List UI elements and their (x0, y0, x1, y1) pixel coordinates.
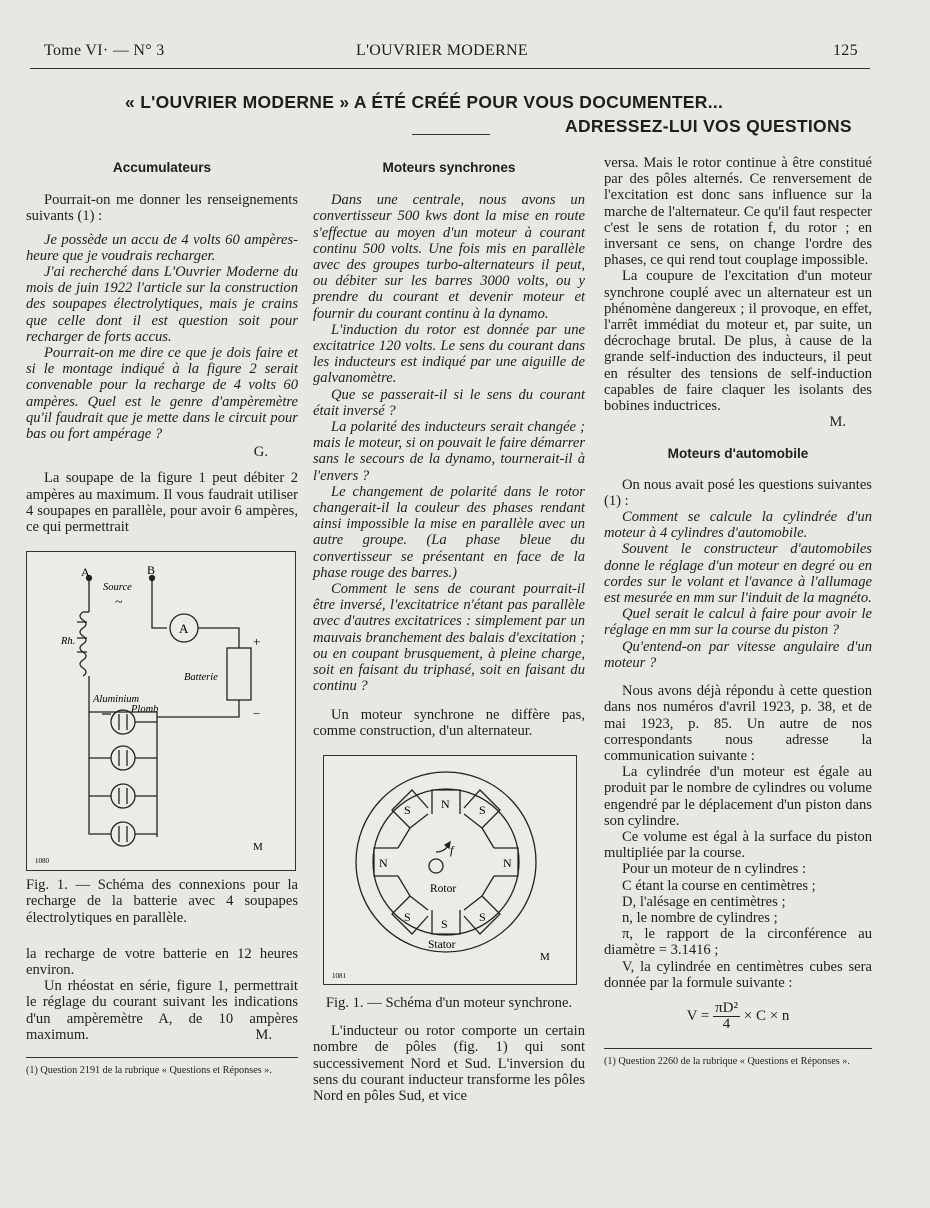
banner-rule (412, 134, 490, 135)
question-paragraph: Comment le sens de courant pourrait-il être inversé, l'excitatrice n'étant pas parallèle avec d'autres excitatrices : simplement par un mauvais branchement des balais d'excitation ; ou en coupant brusquement, à pleine charge, soit en faisant du triphasé, soit en faisant du continu ? (313, 581, 585, 695)
question-paragraph: Souvent le constructeur d'automobiles donne le réglage d'un moteur en degré ou en cordes sur le volant et l'avance à l'allumage est mesurée en mm sur l'induit de la magnéto. (604, 541, 872, 607)
negative-label: − (253, 706, 261, 722)
header-page-number: 125 (833, 42, 858, 59)
positive-label: + (253, 634, 261, 650)
question-paragraph: Pourrait-on me dire ce que je dois faire et si le montage indiqué à la figure 2 serait convenable pour la recharge de 4 volts 60 ampères. Quel est le genre d'ampèremètre qu'il faudrait que je mette dans le circuit pour bas ou fort ampérage ? (26, 345, 298, 443)
question-paragraph: J'ai recherché dans L'Ouvrier Moderne du mois de juin 1922 l'article sur la construction des soupapes électrolytiques, mais je crains que celle dont il est question soit pour recharger de forts accus. (26, 264, 298, 345)
answer-paragraph: La coupure de l'excitation d'un moteur synchrone couplé avec un alternateur est un phénomène dangereux ; il provoque, en effet, l'arrêt immédiat du moteur et, par suite, un décrochage brutal. De plus, à cause de la grande self-induction des inducteurs, il peut en résulter des tensions de self-induction capables de faire claquer les isolants des bobines inductrices. (604, 268, 872, 415)
synchronous-motor-diagram (324, 756, 576, 984)
column-accumulateurs (26, 155, 298, 1077)
rotor-poles (374, 790, 518, 934)
ac-symbol: ~ (115, 595, 123, 611)
question-paragraph: Je possède un accu de 4 volts 60 ampères-heure que je voudrais recharger. (26, 231, 298, 264)
footnote-rule (604, 1048, 872, 1049)
column-moteurs-synchrones (313, 155, 585, 1104)
answer-paragraph: Un rhéostat en série, figure 1, permettrait le réglage du courant suivant les indications d'un ampèremètre A, de 10 ampères maximum. (26, 978, 298, 1043)
banner-line-2: ADRESSEZ-LUI VOS QUESTIONS (565, 116, 852, 136)
question-paragraph: Dans une centrale, nous avons un convertisseur 500 kws dont la mise en route s'effectue au moyen d'un moteur à courant continu 500 volts. Une fois mis en parallèle avec des groupes turbo-alternateurs il peut, ou débiter sur les barres 3000 volts, ou y prendre du courant et devenir moteur et fournir du courant continu à la dynamo. (313, 192, 585, 322)
answer-paragraph: Pour un moteur de n cylindres : (622, 861, 807, 878)
formula-rhs: × C × n (743, 1007, 790, 1024)
terminal-a-label: A (81, 565, 90, 580)
figure-caption: Fig. 1. — Schéma des connexions pour la recharge de la batterie avec 4 soupapes électrolytiques en parallèle. (26, 877, 298, 926)
question-paragraph: Qu'entend-on par vitesse angulaire d'un moteur ? (604, 638, 872, 671)
engraver-mark: M (253, 841, 263, 854)
section-title-accumulateurs: Accumulateurs (112, 160, 212, 175)
pole-n-label: N (503, 855, 512, 870)
answer-paragraph: La cylindrée d'un moteur est égale au produit par le nombre de cylindres ou volume engendré par le déplacement d'un piston dans son cylindre. (604, 764, 872, 829)
answer-paragraph: V, la cylindrée en centimètres cubes sera donnée par la formule suivante : (604, 958, 872, 991)
figure-number: 1081 (332, 971, 346, 980)
question-paragraph: La polarité des inducteurs serait changée ; mais le moteur, si on pouvait le faire démarrer sans le secours de la dynamo, tournerait-il à l'envers ? (313, 419, 585, 484)
answer-signature: M. (255, 1027, 272, 1044)
answer-paragraph: Un moteur synchrone ne diffère pas, comme construction, d'un alternateur. (313, 706, 585, 739)
figure-caption: Fig. 1. — Schéma d'un moteur synchrone. (325, 994, 573, 1011)
column-right (604, 155, 872, 1068)
question-signature: G. (253, 444, 268, 461)
answer-signature: M. (829, 414, 846, 431)
definition-line: π, le rapport de la circonférence au diamètre = 3.1416 ; (604, 926, 872, 959)
footnote-rule (26, 1057, 298, 1058)
aluminium-label: Aluminium (93, 694, 140, 706)
formula-fraction (713, 1001, 740, 1032)
figure-number: 1080 (35, 857, 49, 866)
rheostat-label: Rh. (61, 636, 76, 648)
pole-s-label: S (404, 802, 411, 817)
cylinder-volume-formula (604, 1001, 872, 1032)
answer-paragraph: Ce volume est égal à la surface du piston multipliée par la course. (604, 828, 872, 862)
header-rule (30, 68, 870, 69)
section-title-moteurs-automobile: Moteurs d'automobile (667, 446, 809, 462)
question-paragraph: Que se passerait-il si le sens du courant était inversé ? (313, 386, 585, 419)
pole-n-label: N (441, 796, 450, 811)
rotation-f-label: f (450, 842, 454, 857)
question-paragraph: Le changement de polarité dans le rotor changerait-il la couleur des phases rendant ainsi impossible la mise en parallèle avec un autre groupe. (La phase bleue du convertisseur se présentant en face de la phase rouge des barres.) (313, 483, 585, 581)
rotor-label: Rotor (430, 882, 457, 895)
answer-paragraph: la recharge de votre batterie en 12 heures environ. (26, 945, 298, 979)
wiring-diagram (27, 552, 295, 870)
pole-s-label: S (479, 909, 486, 924)
answer-paragraph: versa. Mais le rotor continue à être constitué par des pôles alternés. Ce renversement de l'excitation est donc sans influence sur la marche de l'alternateur. Ce qu'il faut respecter c'est le sens de rotation f, du rotor ; en inversant ce sens, on change l'ordre des phases, ce qui rend tout couplage impossible. (604, 155, 872, 269)
header-journal-title: L'OUVRIER MODERNE (356, 42, 528, 59)
pole-s-label: S (479, 802, 486, 817)
definition-line: C étant la course en centimètres ; (622, 877, 816, 894)
question-paragraph: Comment se calcule la cylindrée d'un moteur à 4 cylindres d'automobile. (604, 509, 872, 542)
pole-s-label: S (404, 909, 411, 924)
formula-denominator: 4 (722, 1015, 731, 1032)
battery-label: Batterie (184, 672, 218, 684)
footnote: (1) Question 2191 de la rubrique « Questions et Réponses ». (26, 1065, 272, 1077)
figure-wiring-diagram (26, 551, 296, 871)
answer-paragraph: L'inducteur ou rotor comporte un certain nombre de pôles (fig. 1) qui sont successivement Nord et Sud. L'inversion du sens du courant inducteur transforme les pôles Nord en pôles Sud, et vice (313, 1023, 585, 1104)
definition-line: D, l'alésage en centimètres ; (622, 893, 786, 910)
figure-synchronous-motor (323, 755, 577, 985)
definition-line: n, le nombre de cylindres ; (622, 909, 778, 926)
pole-s-label: S (441, 916, 448, 931)
ammeter-label: A (179, 621, 189, 637)
answer-paragraph: Nous avons déjà répondu à cette question dans nos numéros d'avril 1923, p. 38, et de mai 1923, p. 85. Un autre de nos correspondants nous adresse la communication suivante : (604, 683, 872, 764)
source-label: Source (103, 582, 132, 594)
footnote: (1) Question 2260 de la rubrique « Questions et Réponses ». (604, 1055, 850, 1067)
plomb-label: Plomb (131, 704, 159, 716)
header-volume: Tome VI· — N° 3 (44, 42, 165, 59)
terminal-b-label: B (147, 563, 156, 578)
formula-lhs: V = (686, 1007, 710, 1024)
stator-label: Stator (428, 938, 456, 951)
banner-line-1: « L'OUVRIER MODERNE » A ÉTÉ CRÉÉ POUR VOUS DOCUMENTER... (125, 92, 724, 112)
section-title-moteurs-synchrones: Moteurs synchrones (382, 160, 516, 175)
question-paragraph: Quel serait le calcul à faire pour avoir le réglage en mm sur la course du piston ? (604, 606, 872, 639)
question-intro: On nous avait posé les questions suivantes (1) : (604, 476, 872, 509)
formula-numerator: πD² (715, 999, 738, 1016)
question-intro: Pourrait-on me donner les renseignements suivants (1) : (26, 192, 298, 225)
engraver-mark: M (540, 950, 550, 963)
question-paragraph: L'induction du rotor est donnée par une excitatrice 120 volts. Le sens du courant dans les inducteurs est indiqué par une aiguille de galvanomètre. (313, 321, 585, 387)
answer-paragraph: La soupape de la figure 1 peut débiter 2 ampères au maximum. Il vous faudrait utiliser 4 soupapes en parallèle, pour avoir 6 ampères, ce qui permettrait (26, 470, 298, 536)
pole-n-label: N (379, 855, 388, 870)
